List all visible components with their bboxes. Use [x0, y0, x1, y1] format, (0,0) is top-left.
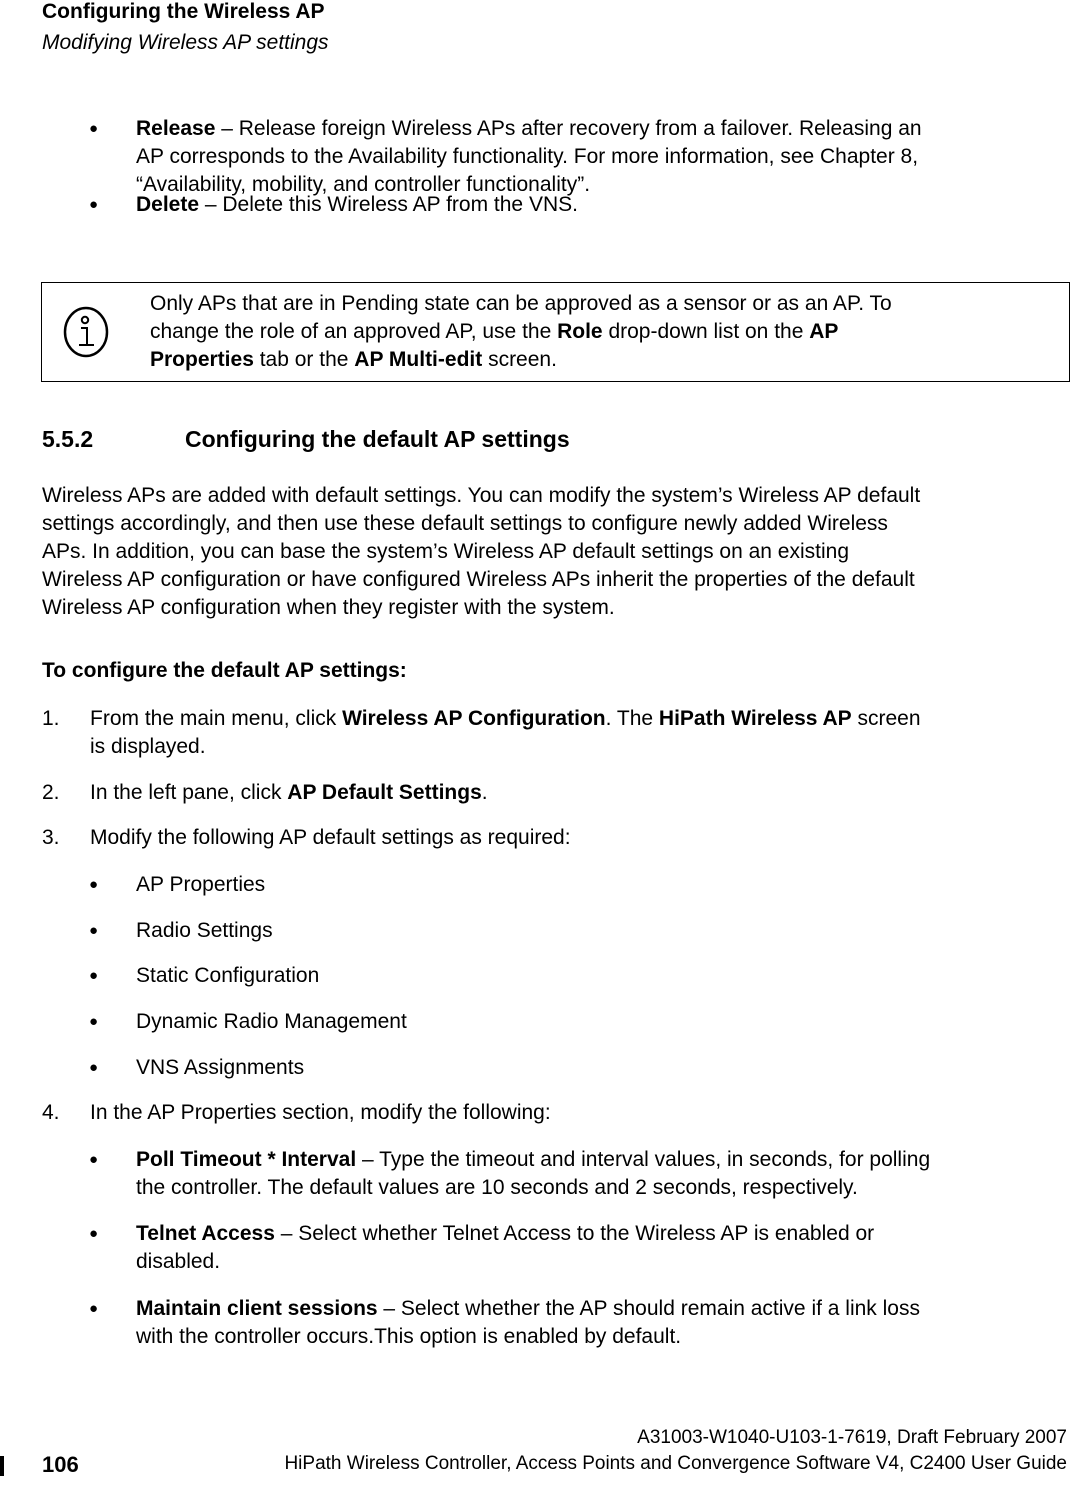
note-text: Only APs that are in Pending state can be approved as a sensor or as an AP. To change the role of an approved AP, use the Role drop-down list on the AP Properties tab or the AP Multi-edit screen. [150, 292, 892, 371]
bullet-icon: ● [89, 1225, 99, 1242]
step-1: From the main menu, click Wireless AP Configuration. The HiPath Wireless AP screen is displayed. [90, 707, 921, 758]
footer-marker [0, 1456, 4, 1476]
step-2: In the left pane, click AP Default Settings. [90, 781, 488, 804]
bullet-icon: ● [89, 1013, 99, 1030]
section-heading [42, 424, 570, 454]
step-number: 3. [42, 826, 60, 849]
bullet-icon: ● [89, 922, 99, 939]
step-number: 1. [42, 707, 60, 730]
bullet-icon: ● [89, 967, 99, 984]
section-number: 5.5.2 [42, 426, 94, 452]
list-item: Dynamic Radio Management [136, 1010, 407, 1033]
bullet-telnet-access: Telnet Access – Select whether Telnet Access to the Wireless AP is enabled or disabled. [136, 1222, 875, 1273]
footer-doc-title: HiPath Wireless Controller, Access Points and Convergence Software V4, C2400 User Guide [284, 1453, 1067, 1474]
bullet-term: Release [136, 117, 216, 140]
step-4: In the AP Properties section, modify the following: [90, 1101, 551, 1124]
list-item: AP Properties [136, 873, 266, 896]
header-title: Configuring the Wireless AP [42, 0, 325, 23]
bullet-icon: ● [89, 120, 99, 137]
section-title: Configuring the default AP settings [185, 426, 570, 452]
list-item: Radio Settings [136, 919, 273, 942]
bullet-term: Delete [136, 193, 200, 216]
bullet-line: Release – Release foreign Wireless APs after recovery from a failover. Releasing an [136, 117, 922, 140]
page-number: 106 [42, 1452, 79, 1477]
bullet-poll-timeout: Poll Timeout * Interval – Type the timeout and interval values, in seconds, for polling the controller. The default values are 10 seconds and 2 seconds, respectively. [136, 1148, 931, 1199]
bullet-icon: ● [89, 876, 99, 893]
bullet-line: Delete – Delete this Wireless AP from the VNS. [136, 193, 578, 216]
list-item: Static Configuration [136, 964, 320, 987]
bullet-line: “Availability, mobility, and controller functionality”. [136, 173, 591, 196]
bullet-icon: ● [89, 196, 99, 213]
bullet-icon: ● [89, 1059, 99, 1076]
bullet-icon: ● [89, 1151, 99, 1168]
step-3: Modify the following AP default settings as required: [90, 826, 571, 849]
note-box [41, 282, 1070, 382]
bullet-maintain-sessions: Maintain client sessions – Select whether the AP should remain active if a link loss with the controller occurs.This option is enabled by default. [136, 1297, 920, 1348]
footer-doc-id: A31003-W1040-U103-1-7619, Draft February 2007 [637, 1427, 1067, 1448]
info-icon [63, 306, 109, 358]
step-number: 2. [42, 781, 60, 804]
bullet-delete [136, 191, 1073, 219]
header-subtitle: Modifying Wireless AP settings [42, 31, 329, 54]
intro-paragraph: Wireless APs are added with default settings. You can modify the system’s Wireless AP default settings accordingly, and then use these default settings to configure newly added Wireless APs. In addition, you can base the system’s Wireless AP default settings on an existing Wireless AP configuration or have configured Wireless APs inherit the properties of the default Wireless AP configuration when they register with the system. [42, 484, 921, 619]
bullet-line: AP corresponds to the Availability functionality. For more information, see Chapter 8, [136, 145, 919, 168]
bullet-icon: ● [89, 1300, 99, 1317]
list-item: VNS Assignments [136, 1056, 305, 1079]
procedure-title: To configure the default AP settings: [42, 659, 407, 682]
step-number: 4. [42, 1101, 60, 1124]
bullet-release [136, 115, 1073, 199]
